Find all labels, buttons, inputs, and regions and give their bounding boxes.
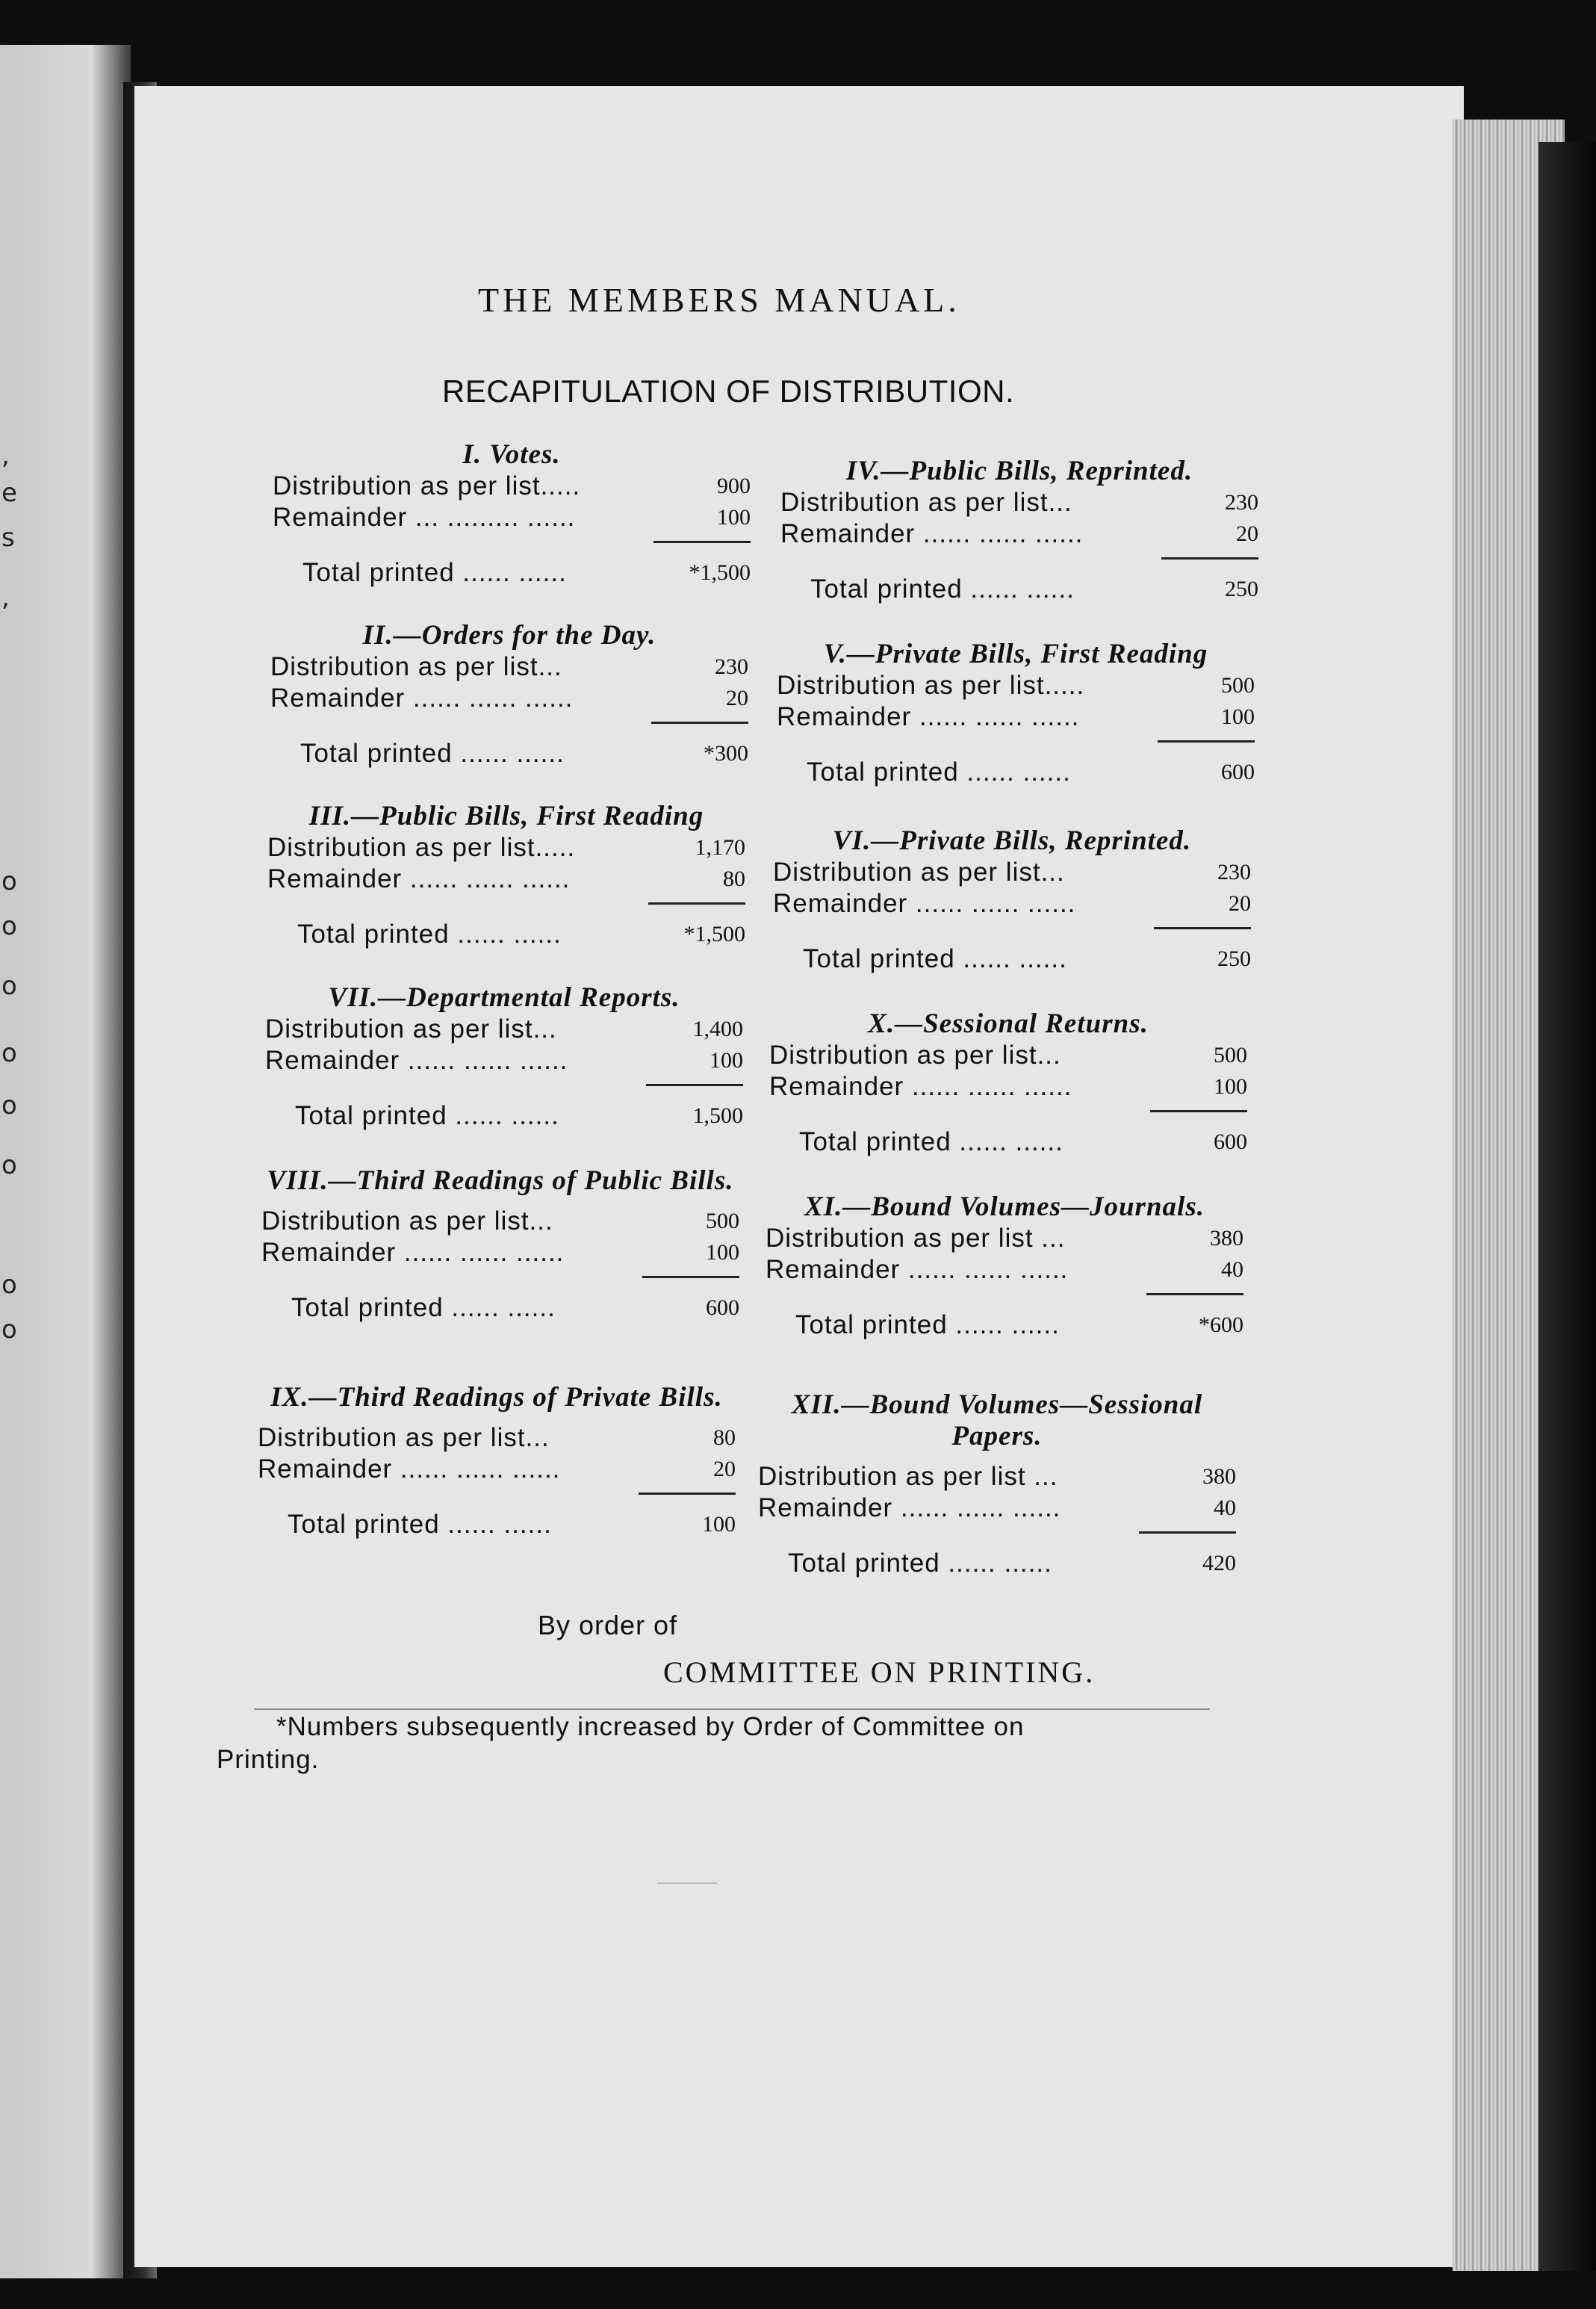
- row-label: Remainder ...... ...... ......: [758, 1493, 1061, 1522]
- row-label: Distribution as per list...: [258, 1423, 550, 1452]
- row-label: Remainder ...... ...... ......: [773, 889, 1076, 918]
- distribution-row: [270, 651, 748, 683]
- row-label: Total printed ...... ......: [291, 1293, 556, 1322]
- row-value: 230: [1217, 860, 1251, 884]
- row-value: *600: [1199, 1312, 1243, 1337]
- footnote-line-1: *Numbers subsequently increased by Order of Committee on: [276, 1712, 1025, 1741]
- section-votes: [273, 439, 751, 589]
- row-label: Remainder ...... ...... ......: [267, 864, 571, 893]
- total-rule: [646, 1084, 743, 1086]
- distribution-row: [769, 1040, 1247, 1071]
- remainder-row: [766, 1254, 1243, 1286]
- section-private-bills-first-reading: [777, 639, 1255, 789]
- remainder-row: [270, 683, 748, 714]
- section-public-bills-first-reading: [267, 801, 745, 951]
- section-public-bills-reprinted: [780, 456, 1258, 606]
- section-heading: I. Votes.: [462, 439, 561, 470]
- row-label: Total printed ...... ......: [297, 920, 562, 949]
- page-mark: [657, 1882, 717, 1884]
- distribution-row: [261, 1206, 739, 1237]
- row-label: Total printed ...... ......: [810, 574, 1075, 604]
- row-value: 380: [1210, 1226, 1243, 1250]
- remainder-row: [758, 1493, 1236, 1524]
- row-label: Remainder ...... ...... ......: [261, 1238, 565, 1267]
- row-label: Remainder ...... ...... ......: [766, 1255, 1069, 1284]
- total-rule: [642, 1276, 739, 1278]
- total-row: [258, 1508, 736, 1541]
- section-third-readings-private-bills: [258, 1382, 736, 1541]
- section-heading: X.—Sessional Returns.: [868, 1008, 1149, 1039]
- row-value: 20: [726, 686, 748, 710]
- remainder-row: [780, 518, 1258, 550]
- row-label: Distribution as per list ...: [758, 1462, 1058, 1491]
- distribution-row: [273, 471, 751, 502]
- distribution-row: [267, 832, 745, 864]
- committee-signature: COMMITTEE ON PRINTING.: [663, 1655, 1096, 1689]
- distribution-row: [777, 670, 1255, 701]
- row-label: Distribution as per list...: [270, 652, 562, 681]
- row-label: Total printed ...... ......: [288, 1510, 552, 1539]
- total-row: [773, 943, 1251, 976]
- row-label: Distribution as per list.....: [267, 833, 576, 862]
- row-value: 100: [702, 1512, 736, 1537]
- row-value: 600: [1214, 1129, 1247, 1154]
- row-label: Total printed ...... ......: [788, 1549, 1052, 1578]
- row-label: Distribution as per list.....: [777, 671, 1085, 700]
- total-rule: [648, 902, 745, 905]
- row-label: Total printed ...... ......: [300, 739, 565, 768]
- facing-page-edge-text: , e s , o o o o o o o o: [1, 441, 17, 1345]
- row-value: 500: [1214, 1043, 1247, 1067]
- total-row: [273, 557, 751, 589]
- row-value: 500: [1221, 673, 1255, 698]
- row-value: 80: [723, 867, 745, 891]
- by-order-of: By order of: [538, 1610, 678, 1640]
- remainder-row: [261, 1237, 739, 1268]
- row-value: 900: [717, 474, 751, 498]
- remainder-row: [273, 502, 751, 533]
- book-cover-edge: [1538, 142, 1596, 2271]
- section-private-bills-reprinted: [773, 825, 1251, 976]
- row-value: 100: [1221, 704, 1255, 729]
- row-value: 20: [1236, 521, 1258, 546]
- total-rule: [1146, 1293, 1243, 1295]
- distribution-row: [773, 857, 1251, 888]
- section-bound-volumes-sessional-papers: [758, 1389, 1236, 1580]
- distribution-row: [758, 1461, 1236, 1493]
- distribution-row: [766, 1223, 1243, 1254]
- remainder-row: [258, 1454, 736, 1485]
- section-heading: XI.—Bound Volumes—Journals.: [804, 1191, 1205, 1222]
- row-value: 40: [1214, 1496, 1236, 1520]
- total-row: [780, 573, 1258, 606]
- total-row: [267, 918, 745, 951]
- row-value: *1,500: [683, 922, 745, 946]
- footnote-rule: [254, 1708, 1210, 1710]
- remainder-row: [773, 888, 1251, 920]
- row-label: Total printed ...... ......: [795, 1310, 1060, 1339]
- distribution-row: [258, 1422, 736, 1454]
- total-rule: [1158, 740, 1255, 743]
- section-orders-for-the-day: [270, 620, 748, 770]
- row-value: 1,400: [692, 1017, 743, 1041]
- row-label: Total printed ...... ......: [803, 944, 1067, 973]
- row-value: 20: [713, 1457, 736, 1481]
- row-value: 380: [1202, 1464, 1236, 1489]
- row-value: 250: [1217, 946, 1251, 971]
- row-value: 1,500: [692, 1103, 743, 1128]
- row-label: Remainder ...... ...... ......: [780, 519, 1084, 548]
- row-label: Remainder ... ......... ......: [273, 503, 576, 532]
- total-rule: [651, 722, 748, 724]
- total-rule: [1154, 927, 1251, 929]
- section-departmental-reports: [265, 982, 743, 1132]
- page-subtitle: RECAPITULATION OF DISTRIBUTION.: [442, 374, 1015, 409]
- row-label: Total printed ...... ......: [807, 757, 1071, 787]
- section-heading: VI.—Private Bills, Reprinted.: [832, 825, 1192, 856]
- total-row: [758, 1547, 1236, 1580]
- section-heading: IV.—Public Bills, Reprinted.: [845, 456, 1193, 486]
- row-value: 250: [1225, 577, 1258, 601]
- row-value: 230: [1225, 490, 1258, 515]
- section-bound-volumes-journals: [766, 1191, 1243, 1342]
- total-row: [261, 1292, 739, 1324]
- total-row: [777, 756, 1255, 789]
- footnote: [217, 1711, 1210, 1776]
- row-label: Total printed ...... ......: [302, 558, 567, 587]
- total-rule: [1139, 1531, 1236, 1534]
- facing-page: [0, 45, 131, 2278]
- section-sessional-returns: [769, 1008, 1247, 1159]
- row-value: 230: [715, 654, 748, 679]
- row-value: 600: [1221, 760, 1255, 784]
- row-value: 40: [1221, 1257, 1243, 1282]
- remainder-row: [769, 1071, 1247, 1103]
- row-label: Total printed ...... ......: [799, 1127, 1064, 1156]
- remainder-row: [777, 701, 1255, 733]
- row-label: Distribution as per list...: [265, 1014, 557, 1044]
- row-value: 80: [713, 1425, 736, 1450]
- page-title: THE MEMBERS MANUAL.: [478, 281, 960, 319]
- row-label: Distribution as per list...: [780, 488, 1072, 517]
- total-row: [265, 1100, 743, 1132]
- row-value: 100: [717, 505, 751, 530]
- footnote-line-2: Printing.: [217, 1745, 320, 1774]
- row-label: Remainder ...... ...... ......: [769, 1072, 1072, 1101]
- section-heading: V.—Private Bills, First Reading: [823, 639, 1208, 669]
- total-row: [769, 1126, 1247, 1159]
- row-label: Distribution as per list.....: [273, 471, 581, 500]
- section-heading: VIII.—Third Readings of Public Bills.: [267, 1165, 734, 1196]
- row-value: *1,500: [689, 560, 751, 585]
- distribution-row: [265, 1014, 743, 1045]
- row-label: Distribution as per list...: [769, 1041, 1061, 1070]
- row-value: 600: [706, 1295, 739, 1320]
- row-value: 100: [706, 1240, 739, 1265]
- total-rule: [653, 541, 751, 543]
- remainder-row: [267, 864, 745, 895]
- row-value: 100: [709, 1048, 743, 1073]
- row-value: 420: [1202, 1551, 1236, 1575]
- total-row: [766, 1309, 1243, 1342]
- row-value: 100: [1214, 1074, 1247, 1099]
- row-value: 500: [706, 1209, 739, 1233]
- total-rule: [1150, 1110, 1247, 1112]
- row-label: Remainder ...... ...... ......: [258, 1454, 561, 1484]
- row-label: Distribution as per list ...: [766, 1224, 1066, 1253]
- remainder-row: [265, 1045, 743, 1076]
- row-label: Remainder ...... ...... ......: [777, 702, 1080, 731]
- row-label: Remainder ...... ...... ......: [265, 1046, 568, 1075]
- row-value: 20: [1229, 891, 1251, 916]
- section-heading: III.—Public Bills, First Reading: [308, 801, 704, 831]
- section-heading: II.—Orders for the Day.: [362, 620, 656, 651]
- total-rule: [1161, 557, 1258, 560]
- row-value: 1,170: [695, 835, 745, 860]
- section-heading: IX.—Third Readings of Private Bills.: [270, 1382, 723, 1413]
- distribution-row: [780, 487, 1258, 518]
- row-label: Distribution as per list...: [261, 1206, 553, 1236]
- section-heading: XII.—Bound Volumes—Sessional Papers.: [791, 1389, 1203, 1451]
- row-label: Remainder ...... ...... ......: [270, 684, 574, 713]
- row-label: Distribution as per list...: [773, 858, 1065, 887]
- row-label: Total printed ...... ......: [295, 1101, 559, 1130]
- section-third-readings-public-bills: [261, 1165, 739, 1324]
- section-heading: VII.—Departmental Reports.: [328, 982, 680, 1013]
- total-rule: [639, 1493, 736, 1495]
- row-value: *300: [704, 741, 748, 766]
- total-row: [270, 737, 748, 770]
